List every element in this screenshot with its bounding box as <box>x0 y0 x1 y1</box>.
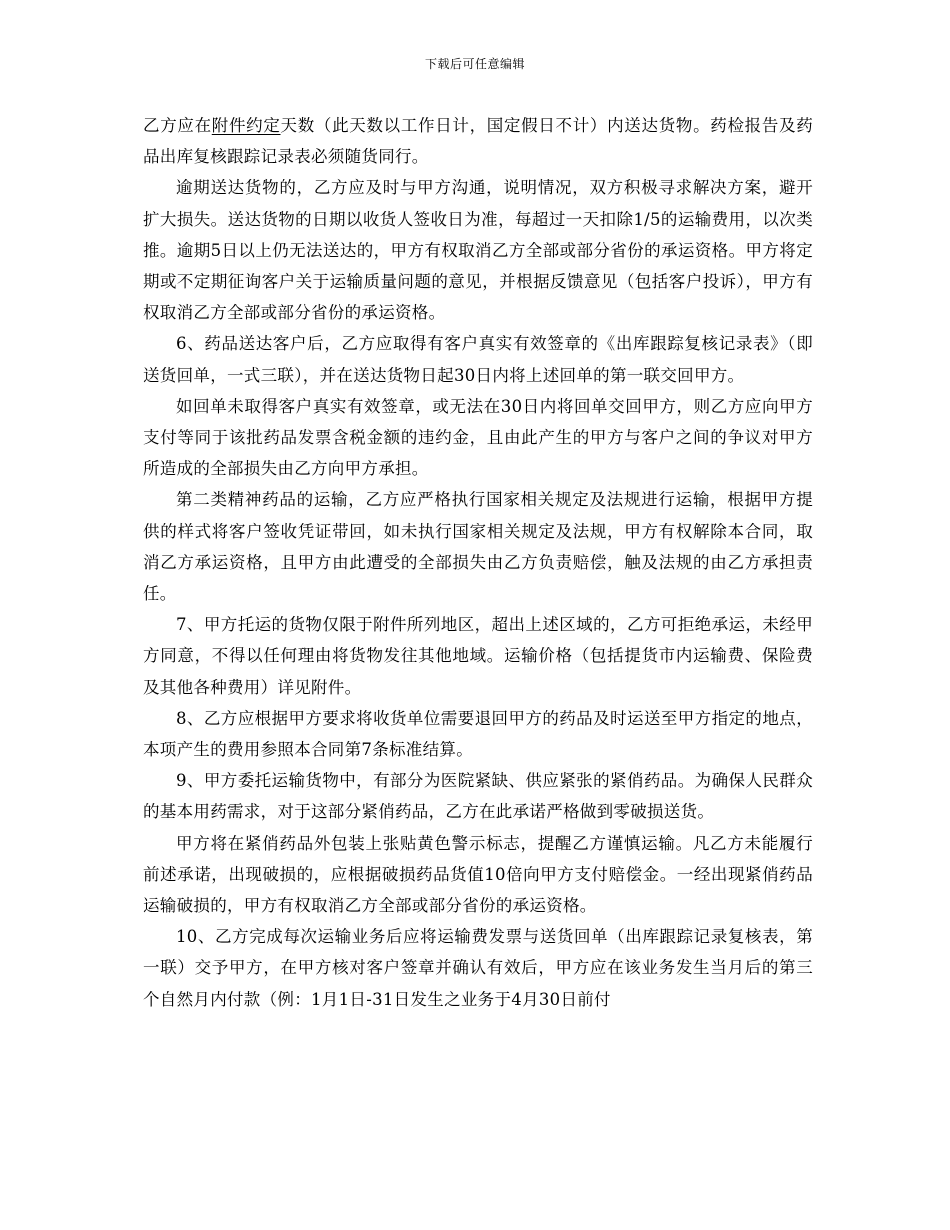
underlined-term: 附件约定 <box>211 116 281 135</box>
paragraph-clause-6: 6、药品送达客户后，乙方应取得有客户真实有效签章的《出库跟踪复核记录表》（即送货回单，一式三联），并在送达货物日起30日内将上述回单的第一联交回甲方。 <box>143 334 813 385</box>
paragraph-warning-label: 甲方将在紧俏药品外包装上张贴黄色警示标志，提醒乙方谨慎运输。凡乙方未能履行前述承诺，出现破损的，应根据破损药品货值10倍向甲方支付赔偿金。一经出现紧俏药品运输破损的，甲方有权取消乙方全部或部分省份的承运资格。 <box>143 833 813 916</box>
paragraph-delivery-days <box>143 110 813 172</box>
text-segment: 天数（此天数以工作日计，国定假日不计）内送达货物。药检报告及药品出库复核跟踪记录表必须随货同行。 <box>143 116 814 167</box>
text-segment: 乙方应在 <box>143 116 212 135</box>
paragraph-clause-9: 9、甲方委托运输货物中，有部分为医院紧缺、供应紧张的紧俏药品。为确保人民群众的基本用药需求，对于这部分紧俏药品，乙方在此承诺严格做到零破损送货。 <box>143 771 813 822</box>
page-header: 下载后可任意编辑 <box>424 57 525 71</box>
paragraph-late-delivery: 逾期送达货物的，乙方应及时与甲方沟通，说明情况，双方积极寻求解决方案，避开扩大损失。送达货物的日期以收货人签收日为准，每超过一天扣除1/5的运输费用，以次类推。逾期5日以上仍无法送达的，甲方有权取消乙方全部或部分省份的承运资格。甲方将定期或不定期征询客户关于运输质量问题的意见，并根据反馈意见（包括客户投诉），甲方有权取消乙方全部或部分省份的承运资格。 <box>143 178 813 323</box>
paragraph-psychotropic-transport: 第二类精神药品的运输，乙方应严格执行国家相关规定及法规进行运输，根据甲方提供的样式将客户签收凭证带回，如未执行国家相关规定及法规，甲方有权解除本合同，取消乙方承运资格，且甲方由此遭受的全部损失由乙方负责赔偿，触及法规的由乙方承担责任。 <box>143 490 813 604</box>
paragraph-receipt-penalty: 如回单未取得客户真实有效签章，或无法在30日内将回单交回甲方，则乙方应向甲方支付等同于该批药品发票含税金额的违约金，且由此产生的甲方与客户之间的争议对甲方所造成的全部损失由乙方向甲方承担。 <box>143 396 813 479</box>
paragraph-clause-8: 8、乙方应根据甲方要求将收货单位需要退回甲方的药品及时运送至甲方指定的地点，本项产生的费用参照本合同第7条标准结算。 <box>143 708 813 760</box>
paragraph-clause-7: 7、甲方托运的货物仅限于附件所列地区，超出上述区域的，乙方可拒绝承运，未经甲方同意，不得以任何理由将货物发往其他地域。运输价格（包括提货市内运输费、保险费及其他各种费用）详见附件。 <box>143 615 813 697</box>
paragraph-clause-10: 10、乙方完成每次运输业务后应将运输费发票与送货回单（出库跟踪记录复核表，第一联）交予甲方，在甲方核对客户签章并确认有效后，甲方应在该业务发生当月后的第三个自然月内付款（例：1月1日-31日发生之业务于4月30日前付 <box>143 927 813 1009</box>
document-body <box>143 110 813 1015</box>
